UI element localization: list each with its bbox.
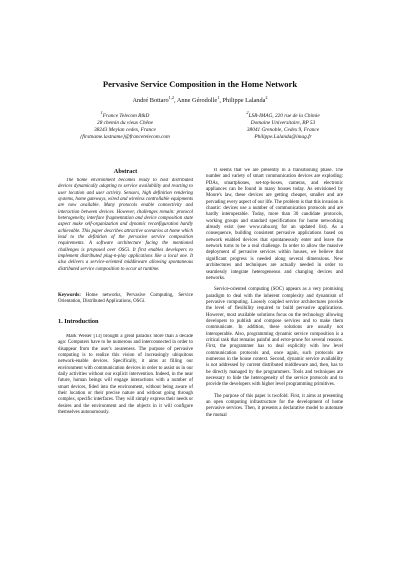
affiliation-line (212, 110, 354, 120)
body-paragraph: Mark Weiser [13] brought a great paradox more than a decade ago: Computers have to be numerous and interconnected in order to disappear from the user's awareness. The purpose of pervasive computing is to realize this vision of increasingly ubiquitous network-enable devices. Specifically, it aims at filling our environment with communication devices in order to assist us in our daily activities without our explicit intervention. Indeed, in the near future, human beings will engage interactions with a number of smart devices, fided into the environment, without being aware of their location or their precise nature and without going through complex, specific interfaces. They will simply express their needs or desires and the environment and the objects in it will configure themselves autonomously. (58, 334, 193, 416)
affiliation-line: 28 chemin du vieux Chêne (97, 119, 153, 126)
right-column-body (206, 168, 343, 538)
abstract-text: The home environment becomes ready to host distributed devices dynamically adapting to service availability and reacting to user location and user activity. Sensors, high definition rendering systems, home gateways, wired and wireless controllable equipments are now available. Many protocols enable connectivity and interaction between devices. However, challenges remain: protocol heterogeneity, interface fragmentation and device composition state aspect make self-organization and dynamic reconfiguration hardly achievable. This paper describes attractive scenarios at home which lead to the definition of the pervasive service composition requirements. A software architecture facing the mentioned challenges is proposed over OSGi. It first enables developers to implement distributed plug-n-play applications like a local one. It also delivers a service-oriented middleware allowing spontaneous distributed service composition to occur at runtime. (58, 178, 193, 272)
affiliation-line: Domaine Universitaire, BP 53 (250, 119, 316, 126)
author-separator: , (219, 97, 223, 104)
affiliation-superscript: 1 (100, 110, 103, 115)
author-name: Philippe Lalanda (222, 97, 266, 104)
affiliation-line: 38041 Grenoble, Cedex 9, France (246, 126, 320, 133)
affiliation-line (50, 110, 200, 120)
body-paragraph: The purpose of this paper is twofold. First, it aims at presenting an open computing infrastructure for the development of home pervasive services. Then, it presents a declarative model to automate the mutual (206, 393, 343, 418)
body-paragraph: Service-oriented computing (SOC) appears as a very promising paradigm to deal with the inherent complexity and dynamism of pervasive computing. Loosely coupled service architectures provide the level of flexibility required to build pervasive applications. However, most available solutions focus on the technology allowing developers to publish and compose services and to make them communicate. In addition, these solutions are usually not interoperable. Also, programming dynamic service composition is a critical task that remains painful and error-prone for several reasons. First, the programmer has to deal explicitly with low level communication protocols and, once again, such protocols are numerous in the house context. Second, dynamic service availability is not addressed by current distributed middleware and, then, has to be directly managed by the programmers. Tools and techniques are necessary to hide the heterogeneity of the service protocols and to provide the developers with higher level programming primitives. (206, 287, 343, 388)
body-paragraph: It seems that we are presently in a transitioning phase. The number and variety of smart communication devices are exploding: PDAs, smartphones, set-top-boxes, cameras, and electronic appliances can be found in many houses today. As envisioned by Moore's law, these devices are getting cheaper, smaller and are pervading every aspect of our life. The problem is that this invasion is chaotic: devices use a number of communication protocols and are hardly interoperable. Today, more than 30 candidate protocols, working groups and standard specifications for home networking already exist (see www.caba.org for an updated list). As a consequence, building consistent pervasive applications based on network enabled devices that spontaneously enter and leave the network turns to be a real challenge. In order to allow the massive deployment of pervasive services within houses, we believe that significant progress is needed along several dimensions. New architectures and techniques are actually needed in order to seamlessly integrate heterogeneous and changing devices and networks. (206, 168, 343, 281)
keywords-block (58, 293, 193, 306)
affiliation-france-telecom (50, 110, 200, 141)
author-superscript: 1,2 (168, 95, 175, 100)
affiliation-line: 38243 Meylan cedex, France (94, 126, 156, 133)
keywords-text: Home networks, Pervasive Computing, Service Orientation, Distributed Applications, OSGi. (58, 293, 194, 305)
paper-title: Pervasive Service Composition in the Home Network (102, 79, 298, 89)
affiliation-text: LSR-IMAG, 220 rue de la Chimie (248, 113, 320, 119)
affiliation-lsr-imag (212, 110, 354, 141)
author-name: André Bottaro (132, 97, 169, 104)
affiliation-email: {firstname.lastname}@francetelecom.com (80, 133, 170, 140)
author-list (0, 95, 400, 104)
author-superscript: 2 (265, 95, 268, 100)
affiliation-email: Philippe.Lalanda@imag.fr (254, 133, 312, 140)
author-separator: , (174, 97, 177, 104)
affiliation-superscript: 2 (246, 110, 249, 115)
affiliation-text: France Telecom R&D (102, 113, 150, 119)
abstract-body (58, 178, 193, 286)
author-superscript: 1 (217, 95, 220, 100)
abstract-heading: Abstract (113, 168, 138, 175)
author-name: Anne Gérodolle (176, 97, 218, 104)
section-heading-introduction: 1. Introduction (58, 318, 99, 325)
keywords-label: Keywords: (58, 293, 81, 298)
introduction-body (58, 334, 193, 484)
